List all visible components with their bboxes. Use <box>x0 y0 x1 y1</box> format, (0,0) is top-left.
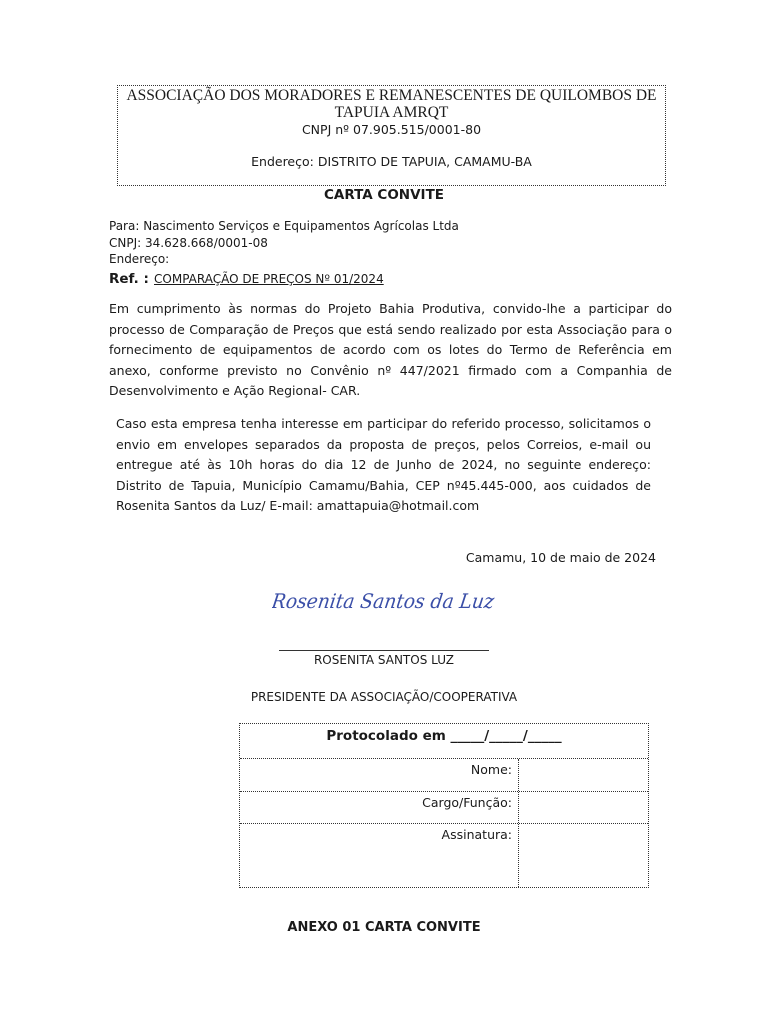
annex-title: ANEXO 01 CARTA CONVITE <box>287 920 481 935</box>
signature-label: Assinatura: <box>441 827 512 842</box>
reference-line <box>109 268 384 287</box>
role-label: Cargo/Função: <box>422 795 512 810</box>
protocol-header: Protocolado em _____/_____/_____ <box>326 728 562 744</box>
body-paragraph-2: Caso esta empresa tenha interesse em participar do referido processo, solicitamos o envio em envelopes separados da proposta de preços, pelos Correios, e-mail ou entregue até às 10h horas do dia 12 de Junho de 2024, no seguinte endereço: Distrito de Tapuia, Município Camamu/Bahia, CEP nº45.445-000, aos cuidados de Rosenita Santos da Luz/ E-mail: amattapuia@hotmail.com <box>116 416 651 513</box>
signatory-name: ROSENITA SANTOS LUZ <box>313 653 455 667</box>
reference-label: Ref. : <box>109 271 149 287</box>
table-row-role <box>240 791 648 824</box>
name-label: Nome: <box>470 762 512 777</box>
body-paragraph-1: Em cumprimento às normas do Projeto Bahia Produtiva, convido-lhe a participar do processo de Comparação de Preços que está sendo realizado por esta Associação para o fornecimento de equipamentos de acordo com os lotes do Termo de Referência em anexo, conforme previsto no Convênio nº 447/2021 firmado com a Companhia de Desenvolvimento e Ação Regional- CAR. <box>109 301 672 398</box>
signatory-role: PRESIDENTE DA ASSOCIAÇÃO/COOPERATIVA <box>250 690 518 704</box>
table-row-name <box>240 758 648 791</box>
table-row-signature <box>240 823 648 888</box>
signature-graphic <box>272 580 512 620</box>
handwritten-signature <box>272 580 512 620</box>
protocol-table <box>239 723 649 888</box>
svg-text:Rosenita Santos da Luz: Rosenita Santos da Luz <box>272 589 512 613</box>
recipient-address: Endereço: <box>109 252 170 266</box>
organization-address: Endereço: DISTRITO DE TAPUIA, CAMAMU-BA <box>251 154 532 169</box>
organization-name: ASSOCIAÇÃO DOS MORADORES E REMANESCENTES DE QUILOMBOS DE TAPUIA AMRQT <box>126 87 657 121</box>
signature-line <box>279 650 489 651</box>
document-title: CARTA CONVITE <box>323 187 445 203</box>
organization-cnpj: CNPJ nº 07.905.515/0001-80 <box>301 122 482 137</box>
reference-value: COMPARAÇÃO DE PREÇOS Nº 01/2024 <box>154 272 384 286</box>
recipient-para: Para: Nascimento Serviços e Equipamentos Agrícolas Ltda <box>109 219 459 233</box>
recipient-cnpj: CNPJ: 34.628.668/0001-08 <box>109 236 268 250</box>
date-line: Camamu, 10 de maio de 2024 <box>465 550 656 565</box>
